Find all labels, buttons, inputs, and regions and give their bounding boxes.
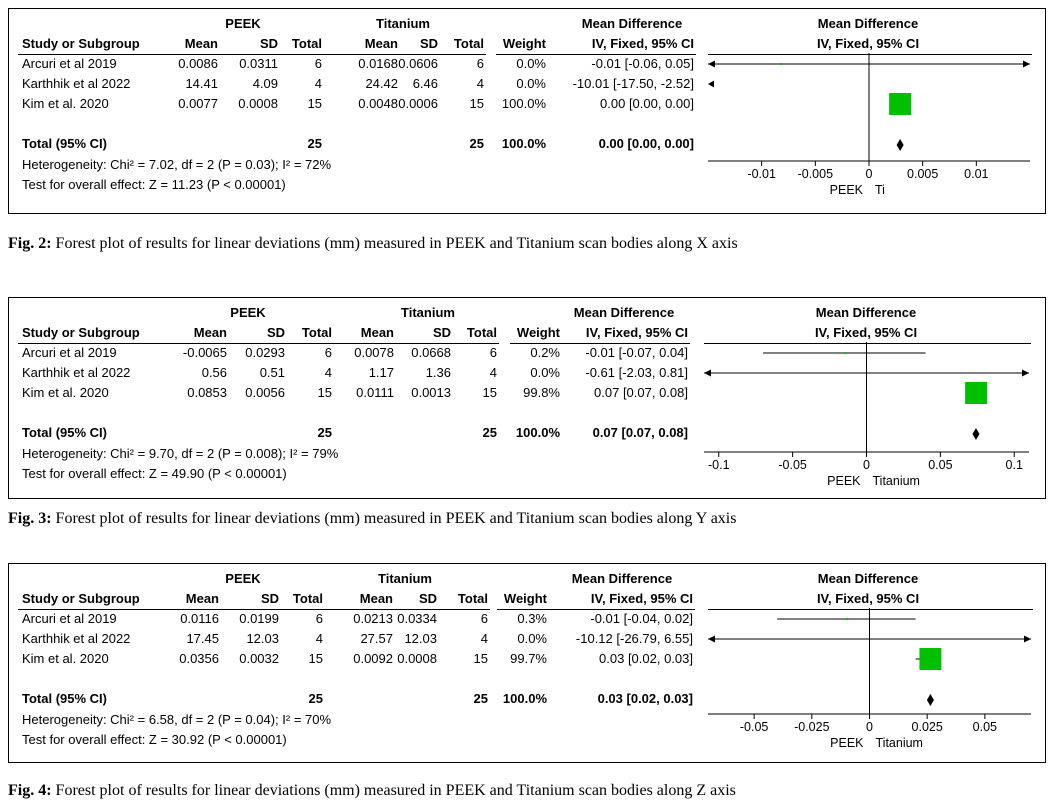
peek-total-value: 4 [314, 76, 322, 91]
study-name: Kim et al. 2020 [22, 651, 109, 666]
ti-total-value: 15 [482, 385, 497, 400]
header-divider [496, 54, 696, 55]
plot-md-header: Mean Difference [817, 571, 919, 586]
peek-total-value: 6 [314, 56, 322, 71]
ti-total-header: Total [457, 591, 488, 606]
peek-sd-value: 4.09 [252, 76, 278, 91]
peek-mean-value: 0.0853 [187, 385, 227, 400]
figure-caption [8, 510, 736, 528]
peek-total-value: 15 [308, 651, 323, 666]
peek-total-sum: 25 [317, 425, 332, 440]
md-header: Mean Difference [573, 305, 675, 320]
ti-total-header: Total [466, 325, 497, 340]
weight-value: 0.0% [530, 365, 560, 380]
forest-plot-area [708, 53, 1040, 209]
weight-value: 0.0% [516, 56, 546, 71]
total-label: Total (95% CI) [22, 425, 107, 440]
study-effect-box [844, 352, 846, 354]
ti-total-value: 6 [476, 56, 484, 71]
pooled-effect-diamond [972, 428, 979, 440]
ti-total-value: 4 [489, 365, 497, 380]
ci-value: 0.03 [0.02, 0.03] [599, 651, 693, 666]
md-method-header: IV, Fixed, 95% CI [591, 36, 694, 51]
weight-value: 99.7% [510, 651, 547, 666]
peek-total-sum: 25 [308, 691, 323, 706]
peek-sd-value: 0.0293 [245, 345, 285, 360]
figure-caption-label: Fig. 4: [8, 782, 52, 799]
peek-mean-header: Mean [185, 591, 219, 606]
study-effect-box [780, 63, 782, 65]
ti-sd-value: 0.0668 [411, 345, 451, 360]
plot-md-header: Mean Difference [815, 305, 917, 320]
total-ci: 0.07 [0.07, 0.08] [592, 425, 688, 440]
weight-value: 0.2% [530, 345, 560, 360]
ci-value: -0.61 [-2.03, 0.81] [585, 365, 688, 380]
peek-sd-value: 0.0199 [239, 611, 279, 626]
ti-total-value: 6 [480, 611, 488, 626]
ci-value: -0.01 [-0.06, 0.05] [591, 56, 694, 71]
ti-mean-value: 0.0111 [356, 385, 394, 400]
total-weight: 100.0% [515, 425, 560, 440]
peek-total-header: Total [301, 325, 332, 340]
weight-value: 99.8% [523, 385, 560, 400]
peek-sd-value: 0.0056 [245, 385, 285, 400]
weight-header: Weight [516, 325, 560, 340]
x-axis-tick-label: -0.01 [747, 167, 776, 181]
x-axis-tick-label: 0.01 [964, 167, 989, 181]
ci-value: -10.12 [-26.79, 6.55] [575, 631, 693, 646]
peek-total-header: Total [291, 36, 322, 51]
ti-sd-header: SD [419, 36, 438, 51]
peek-sd-header: SD [266, 325, 285, 340]
peek-total-value: 6 [324, 345, 332, 360]
plot-method-header: IV, Fixed, 95% CI [814, 325, 918, 340]
group2-header: Titanium [376, 16, 430, 31]
ci-arrow-left [708, 636, 715, 643]
header-divider [18, 609, 490, 610]
heterogeneity-text: Heterogeneity: Chi² = 6.58, df = 2 (P = 0.04); I² = 70% [22, 712, 332, 727]
md-header: Mean Difference [571, 571, 673, 586]
peek-sd-value: 0.0311 [239, 56, 278, 71]
peek-mean-value: -0.0065 [182, 345, 227, 360]
heterogeneity-text: Heterogeneity: Chi² = 9.70, df = 2 (P = 0.008); I² = 79% [22, 446, 339, 461]
forest-plot-area [704, 342, 1040, 494]
peek-mean-value: 0.0086 [178, 56, 218, 71]
peek-sd-value: 0.0008 [238, 96, 278, 111]
figure-caption [8, 235, 738, 253]
x-axis-tick-label: 0.005 [907, 167, 939, 181]
study-column-header: Study or Subgroup [22, 325, 140, 340]
peek-total-value: 6 [315, 611, 323, 626]
ti-mean-header: Mean [360, 325, 394, 340]
header-divider [510, 343, 690, 344]
peek-sd-header: SD [259, 36, 278, 51]
ci-arrow-left [704, 370, 711, 377]
figure-caption-text: Forest plot of results for linear deviations (mm) measured in PEEK and Titanium scan bodies along Y axis [51, 510, 737, 527]
ti-sd-value: 1.36 [425, 365, 451, 380]
md-method-header: IV, Fixed, 95% CI [585, 325, 688, 340]
x-axis-tick-label: -0.05 [778, 458, 807, 472]
peek-mean-value: 0.56 [201, 365, 227, 380]
peek-total-value: 15 [317, 385, 332, 400]
study-name: Karthhik et al 2022 [22, 631, 131, 646]
group1-header: PEEK [225, 16, 261, 31]
favours-left-label: PEEK [827, 474, 861, 488]
x-axis-tick-label: -0.025 [794, 720, 830, 734]
peek-sd-header: SD [260, 591, 279, 606]
group1-header: PEEK [230, 305, 266, 320]
weight-value: 0.0% [516, 76, 546, 91]
ci-arrow-right [1023, 61, 1030, 68]
ti-sd-value: 0.0006 [398, 96, 438, 111]
ti-total-value: 4 [476, 76, 484, 91]
ti-mean-value: 0.0213 [353, 611, 393, 626]
pooled-effect-diamond [897, 139, 904, 151]
x-axis-tick-label: 0.05 [972, 720, 998, 734]
peek-mean-value: 0.0356 [179, 651, 219, 666]
ti-mean-value: 0.0168 [358, 56, 398, 71]
peek-mean-header: Mean [193, 325, 227, 340]
total-ci: 0.00 [0.00, 0.00] [598, 136, 694, 151]
study-column-header: Study or Subgroup [22, 591, 140, 606]
ci-arrow-right [1024, 636, 1031, 643]
x-axis-tick-label: 0 [863, 458, 870, 472]
ti-total-sum: 25 [469, 136, 484, 151]
ti-sd-value: 0.0334 [397, 611, 437, 626]
ti-sd-header: SD [432, 325, 451, 340]
md-header: Mean Difference [581, 16, 683, 31]
plot-method-header: IV, Fixed, 95% CI [816, 591, 920, 606]
ti-total-value: 4 [480, 631, 488, 646]
peek-sd-value: 0.0032 [239, 651, 279, 666]
weight-header: Weight [502, 36, 546, 51]
study-name: Arcuri et al 2019 [22, 611, 117, 626]
figure-caption-text: Forest plot of results for linear deviations (mm) measured in PEEK and Titanium scan bodies along X axis [51, 235, 738, 252]
study-effect-box [846, 618, 848, 620]
peek-sd-value: 0.51 [259, 365, 285, 380]
header-divider [18, 343, 499, 344]
x-axis-tick-label: 0.025 [911, 720, 943, 734]
ti-sd-value: 6.46 [412, 76, 438, 91]
peek-mean-value: 17.45 [186, 631, 219, 646]
ti-total-header: Total [453, 36, 484, 51]
ti-sd-value: 0.0008 [397, 651, 437, 666]
ci-value: -0.01 [-0.04, 0.02] [590, 611, 693, 626]
heterogeneity-text: Heterogeneity: Chi² = 7.02, df = 2 (P = 0.03); I² = 72% [22, 157, 332, 172]
favours-right-label: Titanium [872, 474, 920, 488]
ci-arrow-left [708, 61, 715, 68]
x-axis-tick-label: 0 [865, 167, 873, 181]
total-weight: 100.0% [501, 136, 546, 151]
header-divider [18, 54, 486, 55]
ci-value: 0.00 [0.00, 0.00] [600, 96, 694, 111]
ti-total-sum: 25 [482, 425, 497, 440]
md-method-header: IV, Fixed, 95% CI [590, 591, 693, 606]
study-name: Karthhik et al 2022 [22, 365, 131, 380]
study-name: Arcuri et al 2019 [22, 345, 117, 360]
study-name: Karthhik et al 2022 [22, 76, 131, 91]
pooled-effect-diamond [927, 694, 934, 706]
weight-value: 0.3% [517, 611, 547, 626]
figure-caption-label: Fig. 2: [8, 235, 52, 252]
peek-total-value: 15 [307, 96, 322, 111]
ti-mean-value: 24.42 [365, 76, 398, 91]
ti-mean-header: Mean [364, 36, 398, 51]
ti-total-sum: 25 [473, 691, 488, 706]
forest-plot-area [708, 608, 1040, 758]
favours-left-label: PEEK [829, 183, 863, 197]
ci-value: -0.01 [-0.07, 0.04] [585, 345, 688, 360]
weight-header: Weight [503, 591, 547, 606]
overall-effect-text: Test for overall effect: Z = 30.92 (P < 0.00001) [22, 732, 287, 747]
peek-total-value: 4 [324, 365, 332, 380]
ti-mean-header: Mean [359, 591, 393, 606]
figure-caption-text: Forest plot of results for linear deviations (mm) measured in PEEK and Titanium scan bodies along Z axis [51, 782, 736, 799]
ti-mean-value: 1.17 [368, 365, 394, 380]
x-axis-tick-label: 0.05 [928, 458, 953, 472]
x-axis-tick-label: -0.005 [797, 167, 834, 181]
group2-header: Titanium [401, 305, 455, 320]
peek-total-value: 4 [315, 631, 323, 646]
ti-sd-value: 12.03 [404, 631, 437, 646]
study-name: Kim et al. 2020 [22, 96, 109, 111]
plot-md-header: Mean Difference [817, 16, 919, 31]
ti-total-value: 15 [473, 651, 488, 666]
peek-total-header: Total [292, 591, 323, 606]
x-axis-tick-label: 0 [866, 720, 873, 734]
total-label: Total (95% CI) [22, 136, 107, 151]
study-column-header: Study or Subgroup [22, 36, 140, 51]
study-effect-box [889, 93, 911, 115]
overall-effect-text: Test for overall effect: Z = 11.23 (P < 0.00001) [22, 177, 286, 192]
ci-value: 0.07 [0.07, 0.08] [594, 385, 688, 400]
peek-sd-value: 12.03 [246, 631, 279, 646]
favours-left-label: PEEK [830, 736, 864, 750]
x-axis-tick-label: -0.1 [707, 458, 730, 472]
study-effect-box [965, 382, 987, 404]
x-axis-tick-label: -0.05 [739, 720, 769, 734]
peek-mean-value: 0.0116 [180, 611, 219, 626]
peek-total-sum: 25 [307, 136, 322, 151]
study-name: Arcuri et al 2019 [22, 56, 117, 71]
total-ci: 0.03 [0.02, 0.03] [597, 691, 693, 706]
ci-value: -10.01 [-17.50, -2.52] [572, 76, 694, 91]
figure-caption [8, 782, 736, 800]
ti-total-value: 15 [469, 96, 484, 111]
study-name: Kim et al. 2020 [22, 385, 109, 400]
x-axis-tick-label: 0.1 [1005, 458, 1023, 472]
ti-sd-value: 0.0013 [411, 385, 451, 400]
ti-mean-value: 0.0078 [354, 345, 394, 360]
figure-caption-label: Fig. 3: [8, 510, 52, 527]
ci-arrow-right [1022, 370, 1029, 377]
ti-sd-header: SD [418, 591, 437, 606]
peek-mean-header: Mean [184, 36, 218, 51]
overall-effect-text: Test for overall effect: Z = 49.90 (P < 0.00001) [22, 466, 287, 481]
ti-mean-value: 0.0048 [358, 96, 398, 111]
ti-total-value: 6 [489, 345, 497, 360]
peek-mean-value: 0.0077 [178, 96, 218, 111]
group1-header: PEEK [225, 571, 261, 586]
ci-arrow-left [708, 81, 714, 88]
ti-mean-value: 0.0092 [353, 651, 393, 666]
header-divider [497, 609, 695, 610]
ti-sd-value: 0.0606 [398, 56, 438, 71]
weight-value: 100.0% [501, 96, 546, 111]
favours-right-label: Titanium [875, 736, 923, 750]
ti-mean-value: 27.57 [360, 631, 393, 646]
study-effect-box [919, 648, 941, 670]
peek-mean-value: 14.41 [185, 76, 218, 91]
group2-header: Titanium [378, 571, 432, 586]
total-label: Total (95% CI) [22, 691, 107, 706]
favours-right-label: Ti [875, 183, 885, 197]
plot-method-header: IV, Fixed, 95% CI [816, 36, 920, 51]
weight-value: 0.0% [517, 631, 547, 646]
total-weight: 100.0% [502, 691, 547, 706]
